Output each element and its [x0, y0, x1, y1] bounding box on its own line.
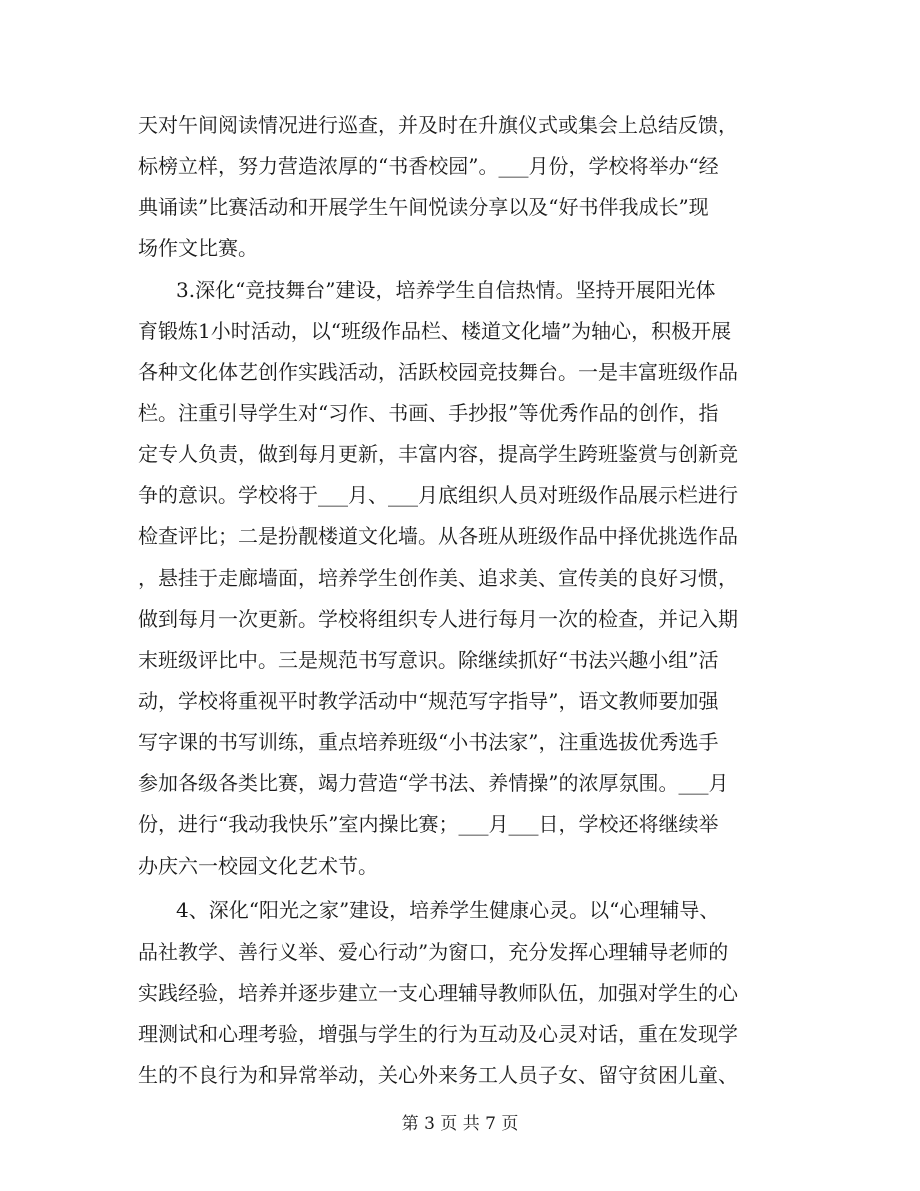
text-line: 标榜立样，努力营造浓厚的“书香校园”。___月份，学校将举办“经 — [138, 154, 719, 178]
paragraph-start-line: 4、深化“阳光之家”建设，培养学生健康心灵。以“心理辅导、 — [176, 898, 720, 922]
text-line: 典诵读”比赛活动和开展学生午间悦读分享以及“好书伴我成长”现 — [138, 195, 709, 219]
text-line: 参加各级各类比赛，竭力营造“学书法、养情操”的浓厚氛围。___月 — [138, 771, 729, 795]
text-line: 写字课的书写训练，重点培养班级“小书法家”，注重选拔优秀选手 — [138, 730, 719, 754]
text-line: 生的不良行为和异常举动，关心外来务工人员子女、留守贫困儿童、 — [138, 1063, 738, 1087]
text-line: 做到每月一次更新。学校将组织专人进行每月一次的检查，并记入期 — [138, 607, 738, 631]
text-line: 育锻炼1小时活动，以“班级作品栏、楼道文化墙”为轴心，积极开展 — [138, 319, 732, 343]
text-line: 理测试和心理考验，增强与学生的行为互动及心灵对话，重在发现学 — [138, 1022, 738, 1046]
paragraph-start-line: 3.深化“竞技舞台”建设，培养学生自信热情。坚持开展阳光体 — [176, 278, 716, 302]
page-footer: 第 3 页 共 7 页 — [401, 1114, 519, 1134]
text-line: ，悬挂于走廊墙面，培养学生创作美、追求美、宣传美的良好习惯， — [138, 566, 738, 590]
text-line: 末班级评比中。三是规范书写意识。除继续抓好“书法兴趣小组”活 — [138, 648, 719, 672]
text-line: 品社教学、善行义举、爱心行动”为窗口，充分发挥心理辅导老师的 — [138, 940, 729, 964]
text-line: 争的意识。学校将于___月、___月底组织人员对班级作品展示栏进行 — [138, 483, 738, 507]
text-line: 场作文比赛。 — [138, 236, 258, 260]
text-line: 份，进行“我动我快乐”室内操比赛；___月___日，学校还将继续举 — [138, 812, 719, 836]
text-line: 天对午间阅读情况进行巡查，并及时在升旗仪式或集会上总结反馈， — [138, 113, 738, 137]
text-line: 实践经验，培养并逐步建立一支心理辅导教师队伍，加强对学生的心 — [138, 981, 738, 1005]
text-line: 办庆六一校园文化艺术节。 — [138, 854, 378, 878]
text-line: 定专人负责，做到每月更新，丰富内容，提高学生跨班鉴赏与创新竞 — [138, 442, 738, 466]
text-line: 各种文化体艺创作实践活动，活跃校园竞技舞台。一是丰富班级作品 — [138, 360, 738, 384]
text-line: 栏。注重引导学生对“习作、书画、手抄报”等优秀作品的创作，指 — [138, 401, 719, 425]
text-line: 动，学校将重视平时教学活动中“规范写字指导”，语文教师要加强 — [138, 689, 719, 713]
text-line: 检查评比；二是扮靓楼道文化墙。从各班从班级作品中择优挑选作品 — [138, 524, 738, 548]
